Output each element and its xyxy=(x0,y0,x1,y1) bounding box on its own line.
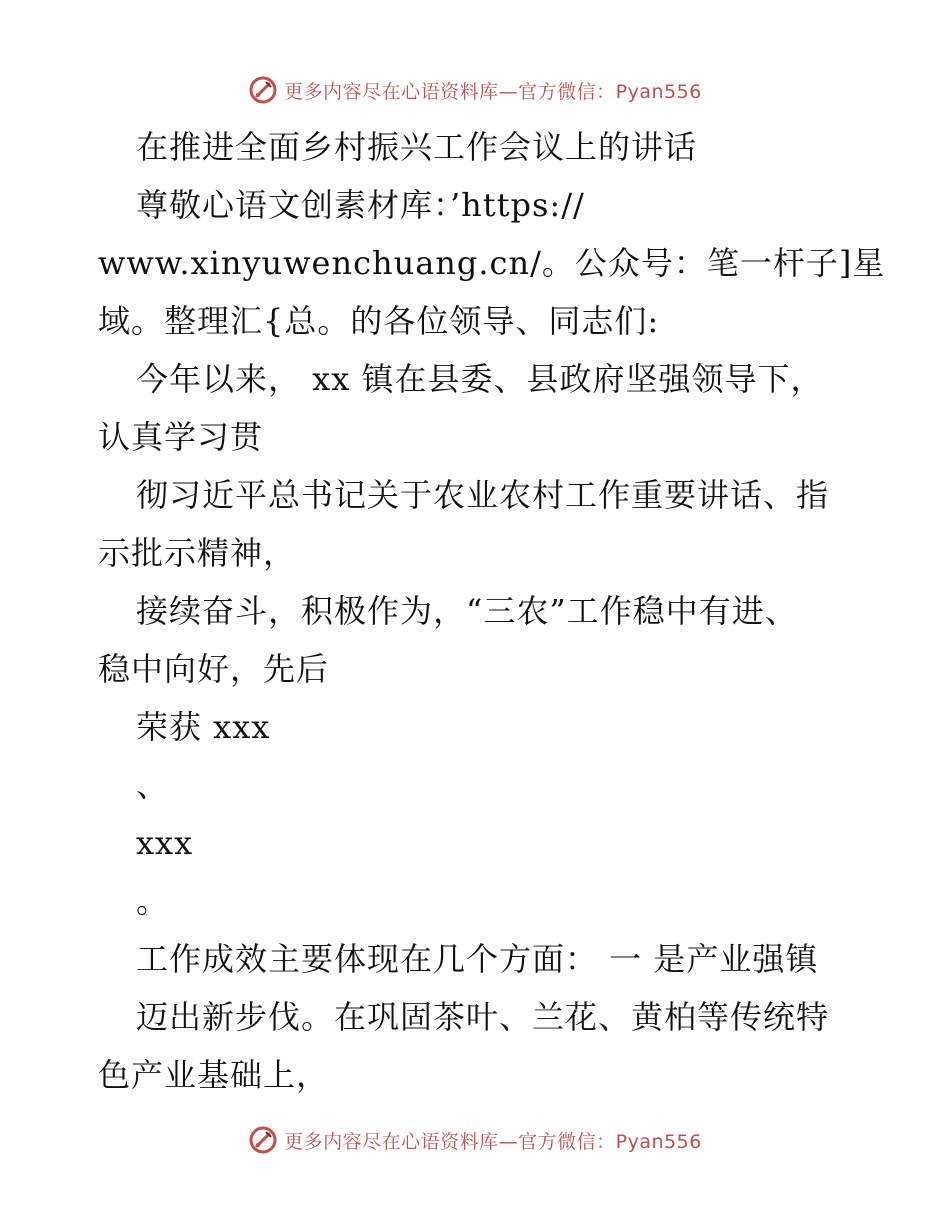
brand-logo-icon xyxy=(248,75,278,105)
text-line: 工作成效主要体现在几个方面： 一 是产业强镇 xyxy=(136,940,819,978)
text-line: 迈出新步伐。在巩固茶叶、兰花、黄柏等传统特 xyxy=(136,998,830,1036)
text-line: 、 xyxy=(136,766,170,804)
text-line: 稳中向好，先后 xyxy=(98,650,330,688)
banner-text: 更多内容尽在心语资料库—官方微信：Pyan556 xyxy=(284,80,702,103)
text-line: 域。整理汇{总。的各位领导、同志们: xyxy=(98,302,660,340)
text-line: 荣获 xxx xyxy=(136,708,271,746)
text-line: 彻习近平总书记关于农业农村工作重要讲话、指 xyxy=(136,476,830,514)
banner-text: 更多内容尽在心语资料库—官方微信：Pyan556 xyxy=(284,1130,702,1153)
text-line: 色产业基础上， xyxy=(98,1056,330,1094)
text-line: 。 xyxy=(136,882,170,920)
text-line: 尊敬心语文创素材库：’https:// xyxy=(136,186,585,224)
document-body xyxy=(98,118,886,1104)
document-title: 在推进全面乡村振兴工作会议上的讲话 xyxy=(136,128,698,166)
text-line: 接续奋斗，积极作为，“三农”工作稳中有进、 xyxy=(136,592,798,630)
text-line: 今年以来， xx 镇在县委、县政府坚强领导下， xyxy=(136,360,824,398)
text-line: 认真学习贯 xyxy=(98,418,264,456)
footer-banner xyxy=(0,1120,950,1160)
header-banner xyxy=(0,70,950,110)
text-line: xxx xyxy=(136,824,194,862)
text-line: www.xinyuwenchuang.cn/。公众号：笔一杆子]星 xyxy=(98,244,886,282)
brand-logo-icon xyxy=(248,1125,278,1155)
text-line: 示批示精神， xyxy=(98,534,297,572)
